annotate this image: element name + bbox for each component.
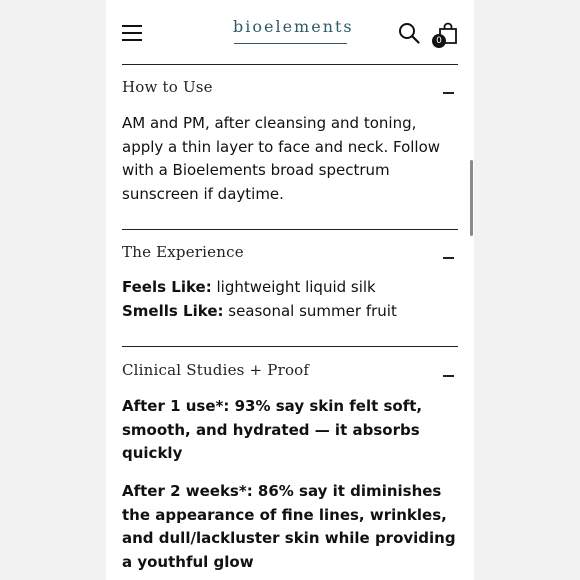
logo-underline — [234, 43, 347, 44]
section-divider — [122, 346, 458, 347]
section-divider — [122, 64, 458, 65]
section-divider — [122, 229, 458, 230]
scrollbar-thumb[interactable] — [470, 160, 473, 236]
clinical-claim-1: After 1 use*: 93% say skin felt soft, smooth, and hydrated — it absorbs quickly — [122, 397, 423, 462]
brand-logo[interactable]: bioelements — [233, 17, 354, 36]
collapse-minus-icon[interactable] — [443, 257, 454, 259]
feels-like-label: Feels Like: — [122, 278, 212, 296]
how-to-use-text: AM and PM, after cleansing and toning, apply a thin layer to face and neck. Follow with a Bioelements broad spectrum sunscreen if daytime. — [122, 114, 441, 203]
site-header — [106, 0, 474, 64]
smells-like-label: Smells Like: — [122, 301, 224, 320]
clinical-claim-2: After 2 weeks*: 86% say it diminishes the appearance of fine lines, wrinkles, and dull/lackluster skin while providing a youthful glow — [122, 482, 456, 571]
smells-like-value: seasonal summer fruit — [223, 301, 397, 320]
collapse-minus-icon[interactable] — [443, 92, 454, 94]
accordion-title-clinical-studies[interactable]: Clinical Studies + Proof — [122, 361, 310, 379]
cart-count-badge[interactable]: 0 — [432, 34, 446, 48]
product-page — [106, 0, 474, 580]
feels-like-value: lightweight liquid silk — [211, 278, 376, 296]
hamburger-menu-icon[interactable] — [122, 24, 142, 42]
feels-like-line — [122, 276, 462, 300]
smells-like-line — [122, 300, 462, 324]
search-icon[interactable] — [398, 22, 420, 44]
experience-details — [122, 276, 462, 323]
collapse-minus-icon[interactable] — [443, 375, 454, 377]
accordion-title-how-to-use[interactable]: How to Use — [122, 78, 213, 96]
accordion-title-experience[interactable]: The Experience — [122, 243, 244, 261]
